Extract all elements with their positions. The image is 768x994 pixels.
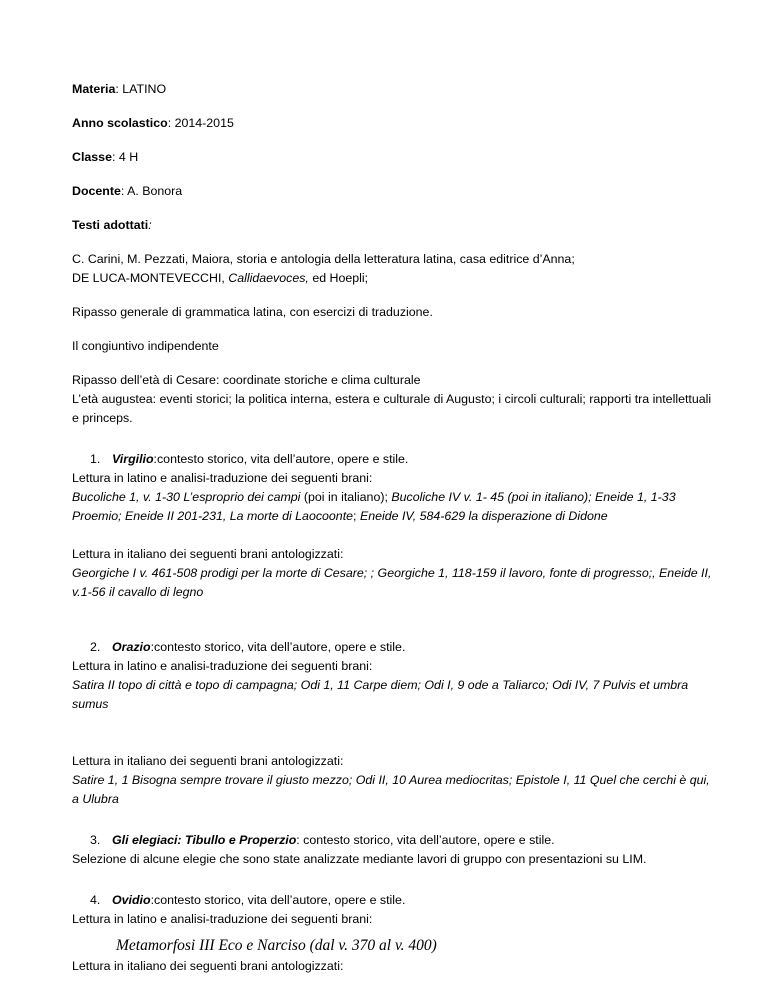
anno-value: 2014-2015 (174, 116, 234, 130)
lettura-latino: Lettura in latino e analisi-traduzione dei seguenti brani: (72, 912, 373, 926)
section-number: 2. (90, 640, 101, 654)
book-2-authors: DE LUCA-MONTEVECCHI, (72, 271, 229, 285)
brano-part: ; (353, 509, 360, 523)
anno-line: Anno scolastico: 2014-2015 (72, 116, 234, 130)
section-number: 3. (90, 833, 101, 847)
docente-label: Docente (72, 184, 121, 198)
book-2-publisher: ed Hoepli; (308, 271, 369, 285)
lettura-italiano: Lettura in italiano dei seguenti brani antologizzati: (72, 959, 344, 973)
section-number: 4. (90, 893, 101, 907)
section-ovidio (72, 891, 712, 976)
section-number: 1. (90, 452, 101, 466)
testi-line: Testi adottati: (72, 218, 152, 232)
classe-line: Classe: 4 H (72, 150, 139, 164)
books-block (72, 250, 712, 288)
book-2-title: Callidaevoces, (228, 271, 309, 285)
lettura-latino: Lettura in latino e analisi-traduzione dei seguenti brani: (72, 471, 373, 485)
augustea-line: L’età augustea: eventi storici; la politica interna, estera e culturale di Augusto; i circoli culturali; rapporti tra intellettuali e princeps. (72, 392, 712, 425)
brani-list: Metamorfosi III Eco e Narciso (dal v. 370 al v. 400) (116, 937, 437, 954)
book-1: C. Carini, M. Pezzati, Maiora, storia e antologia della letteratura latina, casa editrice d’Anna; (72, 252, 575, 266)
brano-part: Eneide IV, 584-629 la disperazione di Didone (359, 509, 608, 523)
lettura-latino: Lettura in latino e analisi-traduzione dei seguenti brani: (72, 659, 373, 673)
section-desc: : contesto storico, vita dell’autore, opere e stile. (296, 833, 555, 847)
context-block (72, 371, 712, 428)
section-heading (90, 831, 712, 850)
brani-list (72, 488, 712, 526)
classe-value: 4 H (118, 150, 139, 164)
brani-list: Satira II topo di città e topo di campagna; Odi 1, 11 Carpe diem; Odi I, 9 ode a Taliarco; Odi IV, 7 Pulvis et umbra sumus (72, 678, 689, 711)
section-title: Virgilio (112, 452, 154, 466)
ripasso-line: Ripasso generale di grammatica latina, con esercizi di traduzione. (72, 305, 433, 319)
section-heading (90, 891, 712, 910)
congiuntivo-line: Il congiuntivo indipendente (72, 339, 219, 353)
antologia-list: Georgiche I v. 461-508 prodigi per la morte di Cesare; ; Georgiche 1, 118-159 il lavoro, fonte di progresso;, Eneide II, v.1-56 il cavallo di legno (72, 566, 712, 599)
anno-label: Anno scolastico (72, 116, 168, 130)
section-orazio (72, 638, 712, 809)
cesare-line: Ripasso dell’età di Cesare: coordinate storiche e clima culturale (72, 373, 421, 387)
section-elegiaci (72, 831, 712, 869)
classe-label: Classe (72, 150, 112, 164)
brano-part: (poi in italiano); (300, 490, 392, 504)
section-heading (90, 638, 712, 657)
selezione-line: Selezione di alcune elegie che sono state analizzate mediante lavori di gruppo con presentazioni su LIM. (72, 852, 647, 866)
book-2 (72, 269, 712, 288)
materia-value: LATINO (122, 82, 167, 96)
section-title: Gli elegiaci: Tibullo e Properzio (112, 833, 297, 847)
section-title: Ovidio (112, 893, 151, 907)
section-virgilio (72, 450, 712, 602)
lettura-italiano: Lettura in italiano dei seguenti brani antologizzati: (72, 547, 344, 561)
brano-part: Bucoliche 1, v. 1-30 L’esproprio dei campi (72, 490, 301, 504)
antologia-list: Satire 1, 1 Bisogna sempre trovare il giusto mezzo; Odi II, 10 Aurea mediocritas; Epistole I, 11 Quel che cerchi è qui, a Ulubra (72, 773, 710, 806)
section-heading (90, 450, 712, 469)
section-title: Orazio (112, 640, 151, 654)
section-desc: :contesto storico, vita dell’autore, opere e stile. (150, 893, 406, 907)
docente-value: A. Bonora (127, 184, 183, 198)
brano-part: Bucoliche IV v. 1- 45 (poi in italiano); Eneide 1, 1-33 Proemio; Eneide II 201-231, La morte di Laocoonte (72, 490, 676, 523)
testi-label: Testi adottati (72, 218, 149, 232)
materia-label: Materia (72, 82, 116, 96)
document-body (72, 80, 712, 976)
docente-line: Docente: A. Bonora (72, 184, 183, 198)
section-desc: :contesto storico, vita dell’autore, opere e stile. (150, 640, 406, 654)
section-desc: :contesto storico, vita dell’autore, opere e stile. (153, 452, 409, 466)
lettura-italiano: Lettura in italiano dei seguenti brani antologizzati: (72, 754, 344, 768)
materia-line: Materia: LATINO (72, 82, 167, 96)
